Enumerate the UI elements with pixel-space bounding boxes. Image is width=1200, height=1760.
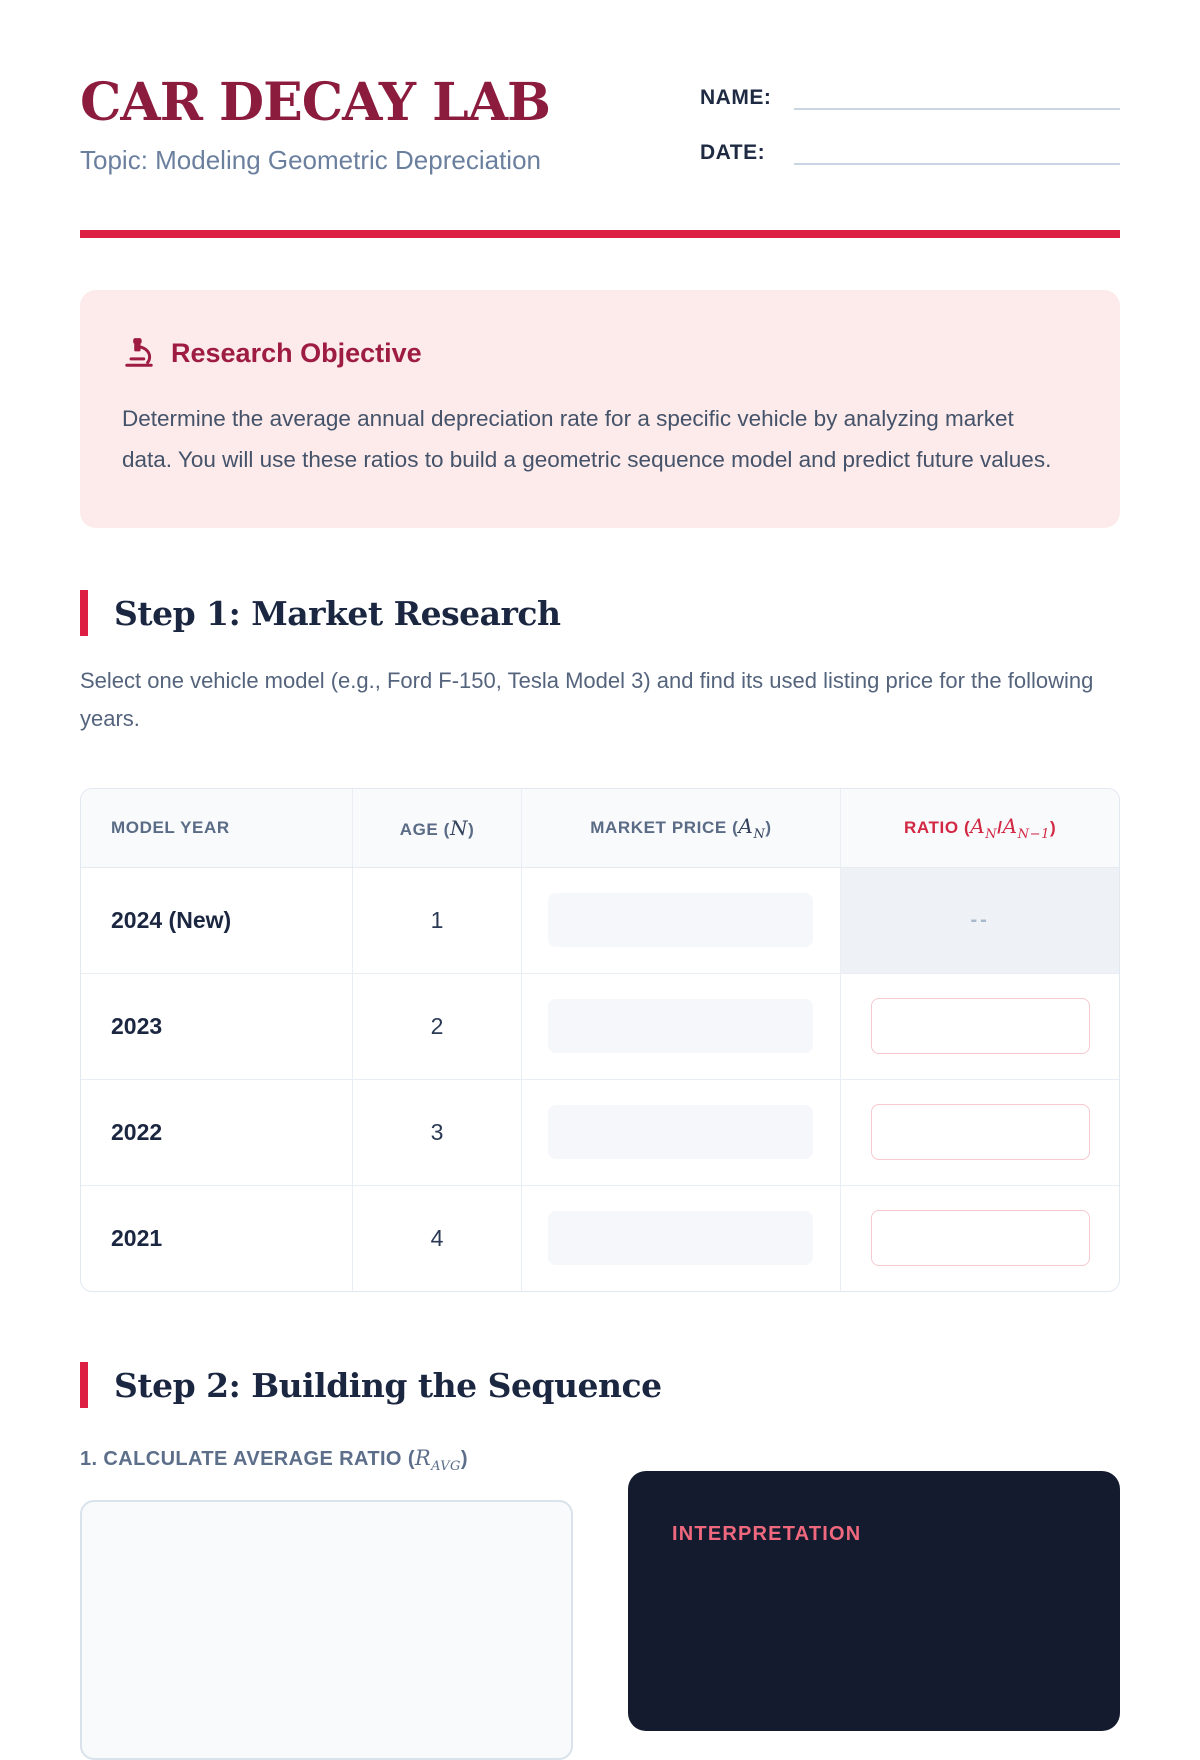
- market-price-cell: [521, 973, 841, 1079]
- model-year-cell: 2023: [81, 973, 353, 1079]
- ratio-cell: [841, 1079, 1119, 1185]
- table-row: [81, 867, 1119, 973]
- research-objective-body: Determine the average annual depreciation rate for a specific vehicle by analyzing market data. You will use these ratios to build a geometric sequence model and predict future values.: [122, 406, 1052, 472]
- model-year-cell: 2022: [81, 1079, 353, 1185]
- average-ratio-label: 1. CALCULATE AVERAGE RATIO $(R_{AVG})$: [80, 1446, 468, 1475]
- date-input-line[interactable]: [794, 135, 1120, 165]
- model-year-cell: 2021: [81, 1185, 353, 1291]
- date-label: DATE:: [700, 141, 766, 164]
- step2-title: Step 2: Building the Sequence: [114, 1365, 662, 1405]
- market-price-cell: [521, 867, 841, 973]
- ratio-input[interactable]: [871, 1210, 1090, 1266]
- interpretation-panel: [628, 1471, 1120, 1731]
- ratio-cell: [841, 1185, 1119, 1291]
- market-price-input[interactable]: [548, 999, 813, 1053]
- table-header-row: [81, 789, 1119, 867]
- interpretation-title: INTERPRETATION: [672, 1523, 862, 1545]
- research-objective-panel: [80, 290, 1120, 528]
- name-date-block: [700, 76, 1120, 190]
- worksheet-page: [0, 72, 1200, 1760]
- age-cell: 1: [353, 867, 521, 973]
- market-price-cell: [521, 1079, 841, 1185]
- page-title: CAR DECAY LAB: [80, 72, 551, 133]
- market-price-cell: [521, 1185, 841, 1291]
- market-research-table: [80, 788, 1120, 1292]
- table-row: [81, 1185, 1119, 1291]
- ratio-input[interactable]: [871, 998, 1090, 1054]
- ratio-cell: [841, 867, 1119, 973]
- ratio-cell: [841, 973, 1119, 1079]
- header: [80, 72, 1120, 190]
- page-subtitle: Topic: Modeling Geometric Depreciation: [80, 144, 541, 175]
- ratio-input[interactable]: [871, 1104, 1090, 1160]
- table-row: [81, 1079, 1119, 1185]
- date-row: [700, 135, 1120, 165]
- average-ratio-answer-box[interactable]: [80, 1500, 573, 1760]
- step2-content: [80, 1446, 1120, 1760]
- age-cell: 2: [353, 973, 521, 1079]
- market-price-input[interactable]: [548, 893, 813, 947]
- step1-accent-bar: [80, 590, 88, 636]
- research-objective-header: [122, 336, 1078, 370]
- name-row: [700, 80, 1120, 110]
- age-cell: 3: [353, 1079, 521, 1185]
- column-header-market-price: MARKET PRICE $(A_N)$: [521, 789, 841, 867]
- header-titles: [80, 72, 551, 190]
- age-cell: 4: [353, 1185, 521, 1291]
- step2-heading: [80, 1362, 1120, 1408]
- research-objective-title: Research Objective: [171, 337, 422, 368]
- microscope-icon: [122, 336, 156, 370]
- column-header-model-year: MODEL YEAR: [81, 789, 353, 867]
- column-header-ratio: RATIO $(A_N/A_{N-1})$: [841, 789, 1119, 867]
- market-price-input[interactable]: [548, 1211, 813, 1265]
- table-row: [81, 973, 1119, 1079]
- name-input-line[interactable]: [794, 80, 1120, 110]
- accent-divider: [80, 230, 1120, 238]
- step1-heading: [80, 590, 1120, 636]
- ratio-not-applicable: --: [970, 908, 990, 931]
- column-header-age: AGE (N): [353, 789, 521, 867]
- step1-title: Step 1: Market Research: [114, 593, 561, 633]
- name-label: NAME:: [700, 86, 772, 109]
- step2-accent-bar: [80, 1362, 88, 1408]
- model-year-cell: 2024 (New): [111, 906, 232, 933]
- step1-description: Select one vehicle model (e.g., Ford F-150, Tesla Model 3) and find its used listing price for the following years.: [80, 668, 1094, 731]
- average-ratio-task: [80, 1446, 573, 1760]
- market-price-input[interactable]: [548, 1105, 813, 1159]
